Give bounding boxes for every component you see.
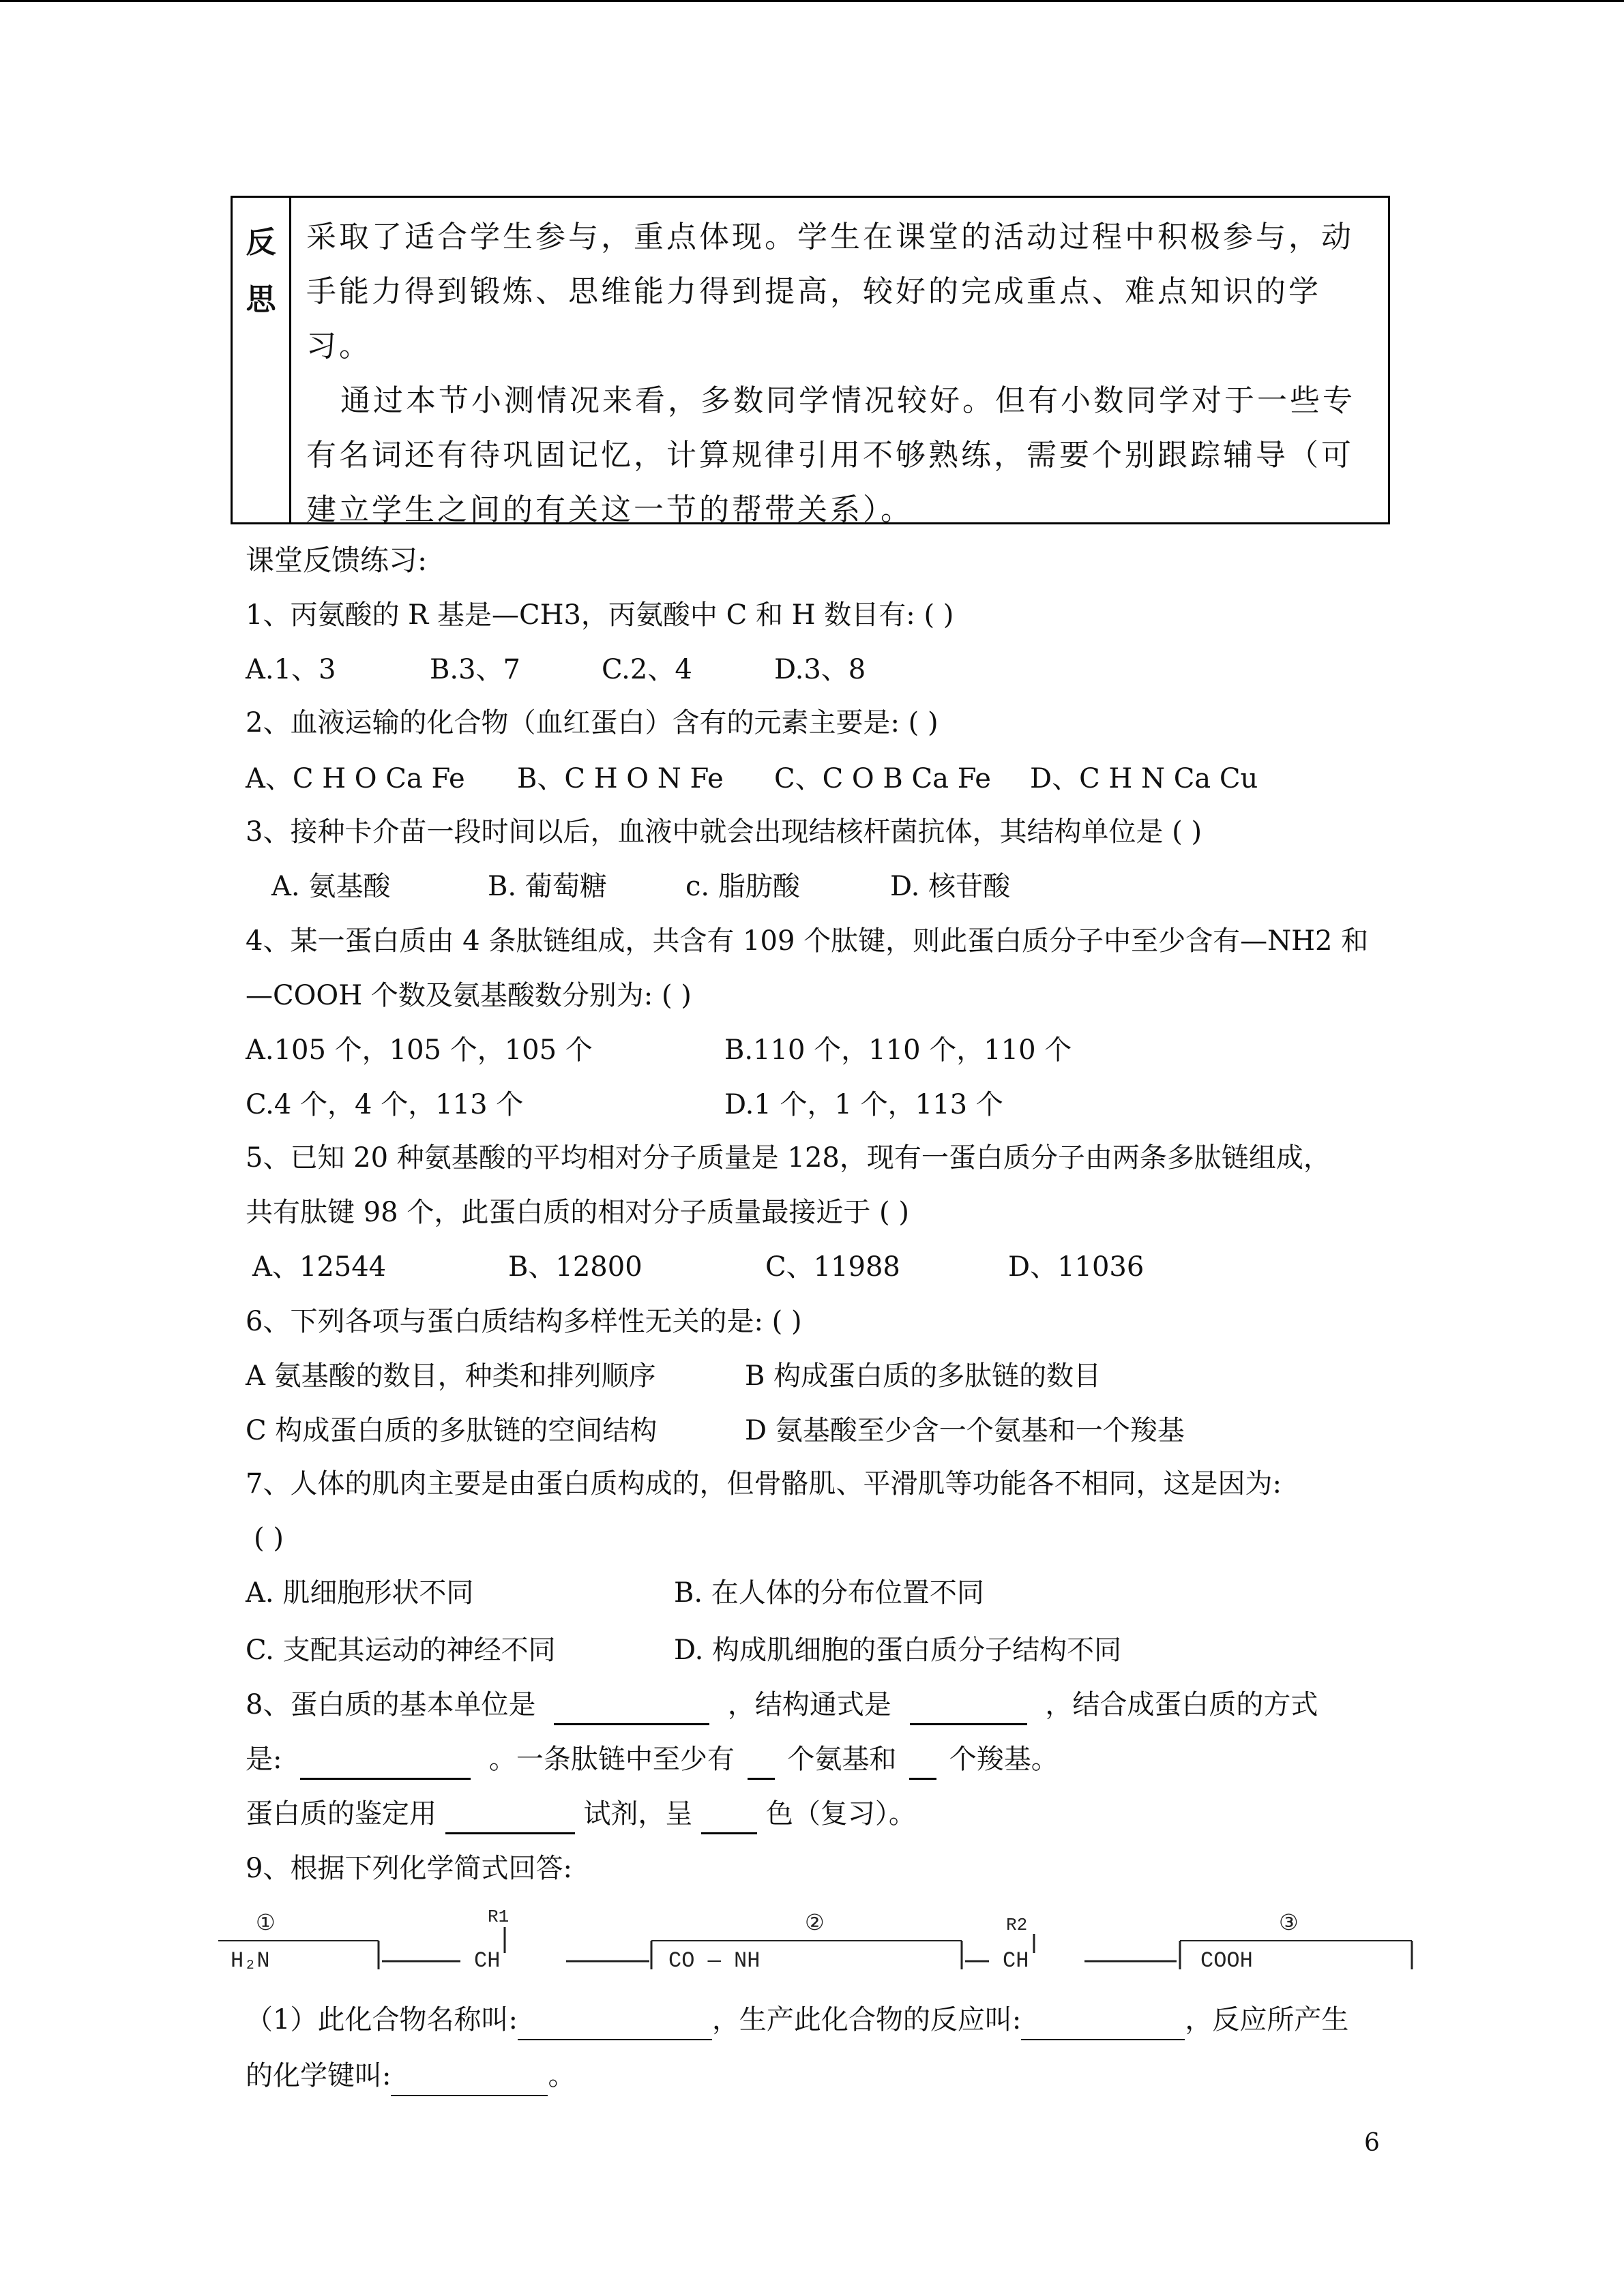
- q5-option-c: C、11988: [765, 1251, 900, 1283]
- q8-blank-carboxyl-count[interactable]: [909, 1750, 936, 1780]
- q8-text-carboxyl: 个羧基。: [949, 1744, 1059, 1775]
- q6-option-c: C 构成蛋白质的多肽链的空间结构: [246, 1415, 658, 1446]
- reflection-text: [291, 198, 1388, 527]
- q6-option-d: D 氨基酸至少含一个氨基和一个羧基: [745, 1415, 1185, 1446]
- q9-text-bond: 的化学键叫:: [246, 2060, 392, 2091]
- formula-label-3: ③: [1279, 1911, 1299, 1937]
- formula-group-ch-1: CH: [474, 1948, 501, 1971]
- q4-stem-line-1: 4、某一蛋白质由 4 条肽链组成，共含有 109 个肽键，则此蛋白质分子中至少含有—NH2 和: [246, 925, 1369, 957]
- q9-stem: 9、根据下列化学简式回答:: [246, 1853, 572, 1884]
- q3-option-d: D. 核苷酸: [890, 871, 1011, 902]
- q8-text-bonding: ，结合成蛋白质的方式: [1045, 1689, 1318, 1720]
- q2-option-b: B、C H O N Fe: [517, 763, 724, 794]
- q8-line-2: [246, 1739, 1059, 1780]
- q7-option-d: D. 构成肌细胞的蛋白质分子结构不同: [674, 1635, 1122, 1666]
- q8-text-min-amino: 。一条肽链中至少有: [488, 1744, 735, 1775]
- formula-r1: R1: [488, 1909, 510, 1927]
- formula-label-2: ②: [805, 1911, 825, 1937]
- q6-option-b: B 构成蛋白质的多肽链的数目: [745, 1360, 1102, 1392]
- q7-stem-line-2: ( ): [254, 1523, 284, 1554]
- q4-stem-line-2: —COOH 个数及氨基酸数分别为: ( ): [246, 980, 692, 1011]
- q8-line-1: [246, 1684, 1318, 1725]
- formula-group-carboxyl: COOH: [1200, 1948, 1253, 1971]
- q4-option-d: D.1 个，1 个，113 个: [724, 1089, 1003, 1120]
- q9-text-period: 。: [548, 2060, 576, 2091]
- q4-option-b: B.110 个，110 个，110 个: [724, 1034, 1072, 1066]
- q3-option-a: A. 氨基酸: [271, 871, 391, 902]
- q3-option-b: B. 葡萄糖: [488, 871, 607, 902]
- q2-option-a: A、C H O Ca Fe: [246, 763, 465, 794]
- q1-stem: 1、丙氨酸的 R 基是—CH3，丙氨酸中 C 和 H 数目有: ( ): [246, 599, 954, 631]
- q9-sub1-line-1: [246, 1999, 1348, 2040]
- q5-option-a: A、12544: [252, 1251, 387, 1283]
- q9-blank-bond[interactable]: [391, 2065, 548, 2096]
- reflection-box: [231, 196, 1390, 527]
- q1-option-b: B.3、7: [430, 654, 521, 685]
- q8-blank-amino-count[interactable]: [748, 1750, 775, 1780]
- q8-text-identify: 蛋白质的鉴定用: [246, 1798, 437, 1830]
- q1-option-c: C.2、4: [602, 654, 692, 685]
- q9-blank-reaction[interactable]: [1021, 2009, 1185, 2040]
- q5-stem-line-2: 共有肽键 98 个，此蛋白质的相对分子质量最接近于 ( ): [246, 1197, 909, 1228]
- q8-text-basic-unit: 8、蛋白质的基本单位是: [246, 1689, 536, 1720]
- q8-blank-basic-unit[interactable]: [554, 1696, 709, 1725]
- q9-blank-name[interactable]: [518, 2009, 712, 2040]
- q6-option-a: A 氨基酸的数目，种类和排列顺序: [246, 1360, 656, 1392]
- q6-stem: 6、下列各项与蛋白质结构多样性无关的是: ( ): [246, 1306, 802, 1337]
- q5-option-b: B、12800: [508, 1251, 643, 1283]
- q8-text-formula: ，结构通式是: [727, 1689, 891, 1720]
- formula-group-ch-2: CH: [1003, 1948, 1029, 1971]
- q9-text-reaction: ，生产此化合物的反应叫:: [711, 2004, 1022, 2036]
- q2-stem: 2、血液运输的化合物（血红蛋白）含有的元素主要是: ( ): [246, 707, 939, 739]
- chemical-formula-diagram: [218, 1909, 1426, 1971]
- q8-blank-bonding[interactable]: [300, 1750, 471, 1780]
- reflection-label-char-1: 反: [246, 225, 276, 260]
- q8-blank-reagent[interactable]: [445, 1805, 575, 1834]
- top-border: [0, 0, 1624, 2]
- q1-option-d: D.3、8: [774, 654, 866, 685]
- section-title: 课堂反馈练习:: [246, 543, 428, 577]
- q8-text-is: 是:: [246, 1744, 282, 1775]
- q7-stem-line-1: 7、人体的肌肉主要是由蛋白质构成的，但骨骼肌、平滑肌等功能各不相同，这是因为:: [246, 1468, 1282, 1500]
- q4-option-a: A.105 个，105 个，105 个: [246, 1034, 593, 1066]
- q9-text-name: （1）此化合物名称叫:: [246, 2004, 518, 2036]
- q2-option-c: C、C O B Ca Fe: [774, 763, 991, 794]
- q9-text-produced: ，反应所产生: [1185, 2004, 1349, 2036]
- formula-group-amino: H₂N: [231, 1948, 270, 1971]
- q4-option-c: C.4 个，4 个，113 个: [246, 1089, 524, 1120]
- formula-label-1: ①: [256, 1911, 276, 1937]
- reflection-label-char-2: 思: [246, 282, 276, 317]
- reflection-paragraph-1: 采取了适合学生参与，重点体现。学生在课堂的活动过程中积极参与，动手能力得到锻炼、思维能力得到提高，较好的完成重点、难点知识的学习。: [306, 220, 1354, 363]
- q2-option-d: D、C H N Ca Cu: [1030, 763, 1258, 794]
- q7-option-c: C. 支配其运动的神经不同: [246, 1635, 556, 1666]
- q8-line-3: [246, 1793, 916, 1834]
- q8-blank-color[interactable]: [701, 1805, 757, 1834]
- q8-text-review: 色（复习）。: [765, 1798, 916, 1830]
- q8-blank-formula[interactable]: [910, 1696, 1027, 1725]
- q3-stem: 3、接种卡介苗一段时间以后，血液中就会出现结核杆菌抗体，其结构单位是 ( ): [246, 816, 1202, 848]
- reflection-label: [233, 198, 291, 522]
- q3-option-c: c. 脂肪酸: [685, 871, 800, 902]
- q5-option-d: D、11036: [1008, 1251, 1145, 1283]
- q9-sub1-line-2: [246, 2055, 575, 2096]
- q8-text-color: 试剂，呈: [583, 1798, 693, 1830]
- q7-option-b: B. 在人体的分布位置不同: [674, 1577, 984, 1609]
- reflection-paragraph-2: 通过本节小测情况来看，多数同学情况较好。但有小数同学对于一些专有名词还有待巩固记忆，计算规律引用不够熟练，需要个别跟踪辅导（可建立学生之间的有关这一节的帮带关系）。: [306, 383, 1355, 527]
- q8-text-amino: 个氨基和: [787, 1744, 897, 1775]
- q7-option-a: A. 肌细胞形状不同: [246, 1577, 474, 1609]
- q1-option-a: A.1、3: [246, 654, 336, 685]
- page-number: 6: [1364, 2129, 1380, 2157]
- q5-stem-line-1: 5、已知 20 种氨基酸的平均相对分子质量是 128，现有一蛋白质分子由两条多肽链组成，: [246, 1142, 1331, 1174]
- formula-group-peptide: CO — NH: [668, 1948, 761, 1971]
- formula-r2: R2: [1006, 1915, 1028, 1935]
